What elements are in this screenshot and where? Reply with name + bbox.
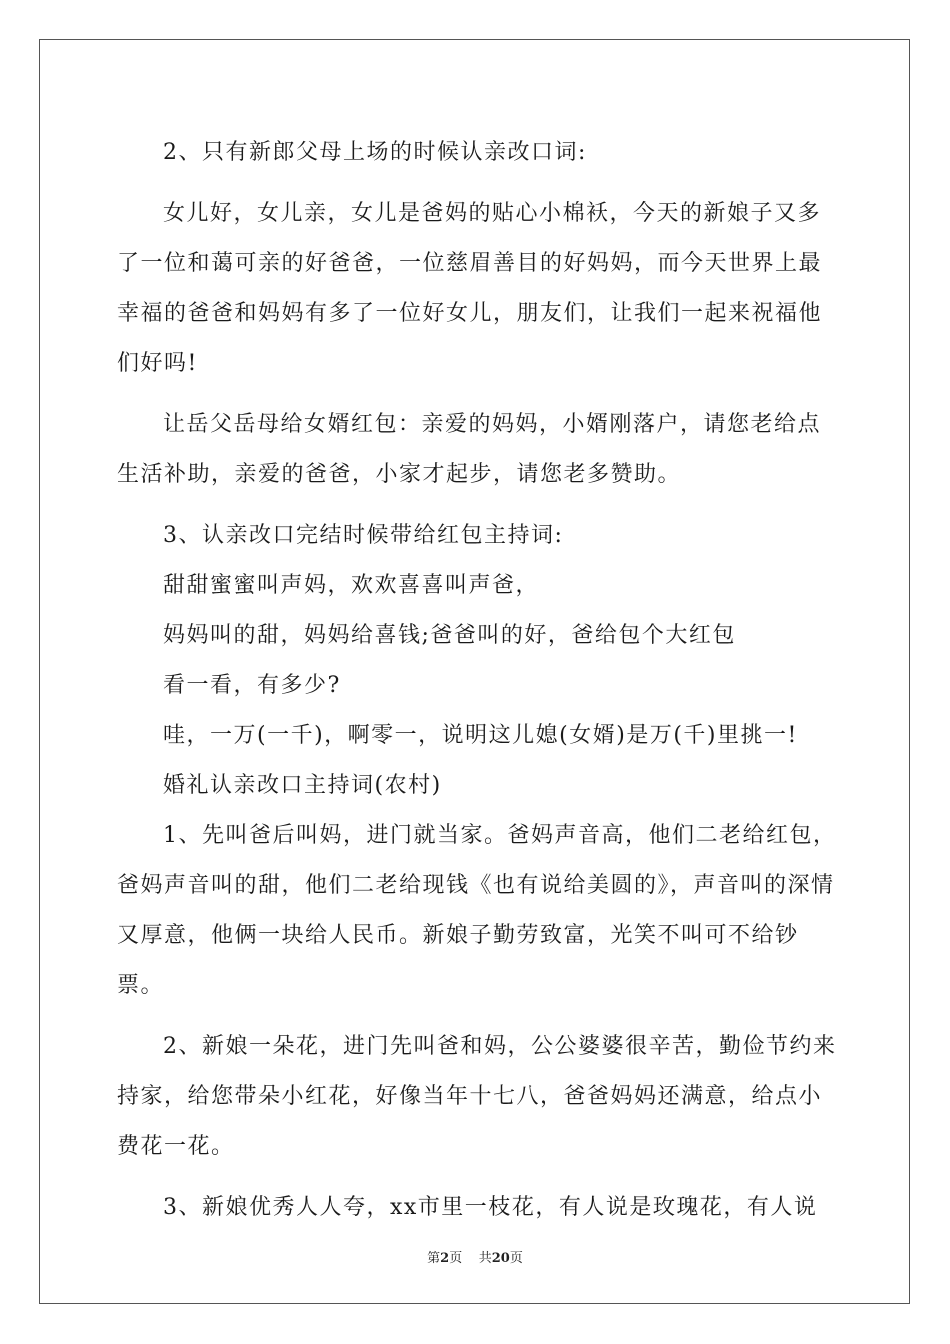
paragraph-in-laws-red-envelope: 让岳父岳母给女婿红包：亲爱的妈妈，小婿刚落户，请您老给点生活补助，亲爱的爸爸，小家才起步，请您老多赞助。 <box>117 412 822 487</box>
paragraph-verse-line-3: 看一看，有多少? <box>163 673 341 698</box>
total-prefix: 共 <box>478 1251 492 1266</box>
total-suffix: 页 <box>509 1251 523 1266</box>
page-number: 2 <box>440 1251 450 1266</box>
paragraph-rural-1: 1、先叫爸后叫妈，进门就当家。爸妈声音高，他们二老给红包，爸妈声音叫的甜，他们二老给现钱《也有说给美圆的》，声音叫的深情又厚意，他俩一块给人民币。新娘子勤劳致富，光笑不叫可不给钞票。 <box>117 823 837 998</box>
paragraph-section-3-heading: 3、认亲改口完结时候带给红包主持词: <box>163 523 564 548</box>
paragraph-verse-line-1: 甜甜蜜蜜叫声妈，欢欢喜喜叫声爸， <box>163 573 540 598</box>
paragraph-rural-heading: 婚礼认亲改口主持词(农村) <box>163 773 442 798</box>
document-body <box>117 128 837 1244</box>
page-footer <box>0 1247 950 1266</box>
paragraph-verse-line-4: 哇，一万(一千)，啊零一，说明这儿媳(女婿)是万(千)里挑一! <box>163 723 798 748</box>
paragraph-parents-intro: 2、只有新郎父母上场的时候认亲改口词: <box>163 140 587 165</box>
page-suffix: 页 <box>449 1251 463 1266</box>
paragraph-rural-3: 3、新娘优秀人人夸，xx市里一枝花，有人说是玫瑰花，有人说 <box>163 1195 818 1220</box>
paragraph-daughter-blessing: 女儿好，女儿亲，女儿是爸妈的贴心小棉袄，今天的新娘子又多了一位和蔼可亲的好爸爸，一位慈眉善目的好妈妈，而今天世界上最幸福的爸爸和妈妈有多了一位好女儿，朋友们，让我们一起来祝福他们好吗! <box>117 201 823 376</box>
paragraph-rural-2: 2、新娘一朵花，进门先叫爸和妈，公公婆婆很辛苦，勤俭节约来持家，给您带朵小红花，好像当年十七八，爸爸妈妈还满意，给点小费花一花。 <box>117 1034 837 1159</box>
total-pages: 20 <box>491 1251 510 1266</box>
paragraph-verse-line-2: 妈妈叫的甜，妈妈给喜钱;爸爸叫的好，爸给包个大红包 <box>163 623 736 648</box>
page-prefix: 第 <box>427 1251 441 1266</box>
